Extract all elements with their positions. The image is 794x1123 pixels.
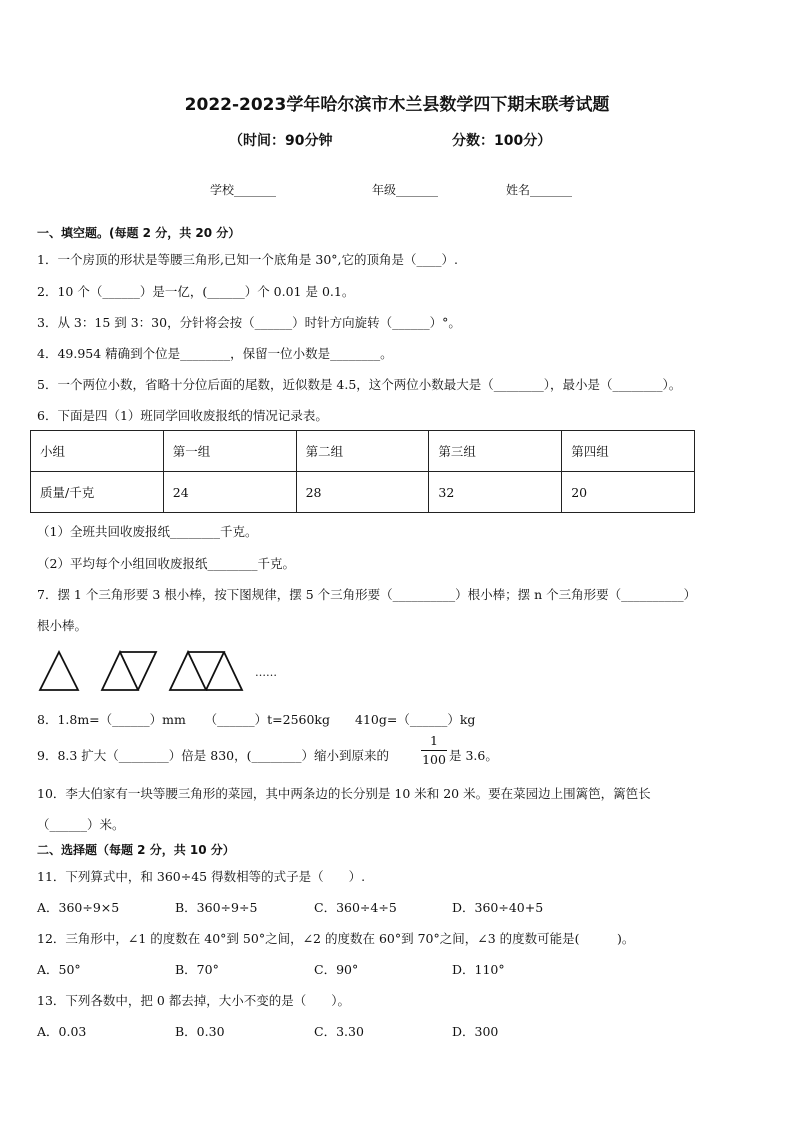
question-1: 1．一个房顶的形状是等腰三角形,已知一个底角是 30°,它的顶角是（____）. [37,252,459,267]
question-4: 4．49.954 精确到个位是________，保留一位小数是________。 [37,346,393,361]
section-heading-choice: 二、选择题（每题 2 分，共 10 分） [37,843,235,857]
question-10-continued: （______）米。 [37,817,125,832]
option-b: B．70° [175,962,219,977]
grade-field: 年级_______ [372,183,439,197]
option-c: C．90° [314,962,359,977]
question-13: 13．下列各数中，把 0 都去掉，大小不变的是（ ）。 [37,993,351,1008]
table-header-cell: 第三组 [429,431,562,472]
option-d: D．360÷40+5 [452,900,544,915]
option-b: B．0.30 [175,1024,225,1039]
option-a: A．50° [37,962,81,977]
question-12: 12．三角形中，∠1 的度数在 40°到 50°之间，∠2 的度数在 60°到 70°之间，∠3 的度数可能是( )。 [37,931,635,946]
table-header-cell: 第一组 [163,431,296,472]
question-9: 9．8.3 扩大（________）倍是 830，(________）缩小到原来的 [37,748,390,763]
table-cell: 20 [562,472,695,513]
question-7-continued: 根小棒。 [37,618,88,633]
name-field: 姓名_______ [506,183,573,197]
question-6-part-2: （2）平均每个小组回收废报纸________千克。 [37,556,295,571]
section-heading-fill-in: 一、填空题。(每题 2 分，共 20 分） [37,226,241,240]
school-field: 学校_______ [210,183,277,197]
option-c: C．3.30 [314,1024,364,1039]
table-cell: 质量/千克 [31,472,164,513]
option-d: D．110° [452,962,505,977]
option-c: C．360÷4÷5 [314,900,397,915]
table-header-cell: 小组 [31,431,164,472]
triangle-figure-2 [102,652,156,690]
question-9-end: 是 3.6。 [449,748,498,763]
table-row [31,472,695,513]
question-2: 2．10 个（______）是一亿，(______）个 0.01 是 0.1。 [37,284,355,299]
page-title: 2022-2023学年哈尔滨市木兰县数学四下期末联考试题 [184,95,610,115]
triangle-pattern-figure [36,648,248,692]
question-7: 7．摆 1 个三角形要 3 根小棒，按下图规律，摆 5 个三角形要（__________）根小棒；摆 n 个三角形要（__________） [37,587,697,602]
question-8: 8．1.8m=（______）mm （______）t=2560kg 410g=（______）kg [37,712,476,727]
table-header-cell: 第二组 [296,431,429,472]
fraction-denominator: 100 [422,752,446,767]
fraction-one-hundredth [421,734,447,767]
exam-score: 分数：100分） [452,133,552,149]
table-cell: 28 [296,472,429,513]
table-cell: 32 [429,472,562,513]
option-a: A．360÷9×5 [37,900,120,915]
question-5: 5．一个两位小数，省略十分位后面的尾数，近似数是 4.5，这个两位小数最大是（________），最小是（________）。 [37,377,682,392]
fraction-numerator: 1 [430,733,438,748]
question-6: 6．下面是四（1）班同学回收废报纸的情况记录表。 [37,408,328,423]
table-header-cell: 第四组 [562,431,695,472]
exam-time: （时间：90分钟 [229,133,333,149]
question-6-part-1: （1）全班共回收废报纸________千克。 [37,524,258,539]
option-d: D．300 [452,1024,499,1039]
question-10: 10．李大伯家有一块等腰三角形的菜园，其中两条边的长分别是 10 米和 20 米。要在菜园边上围篱笆，篱笆长 [37,786,651,801]
table-cell: 24 [163,472,296,513]
paper-collection-table [30,430,695,513]
option-a: A．0.03 [37,1024,87,1039]
question-3: 3．从 3：15 到 3：30，分针将会按（______）时针方向旋转（______）°。 [37,315,461,330]
triangle-figure-3 [170,652,242,690]
table-header-row [31,431,695,472]
question-11: 11．下列算式中，和 360÷45 得数相等的式子是（ ）. [37,869,366,884]
option-b: B．360÷9÷5 [175,900,258,915]
triangle-figure-1 [40,652,78,690]
ellipsis-dots: …… [255,666,277,679]
